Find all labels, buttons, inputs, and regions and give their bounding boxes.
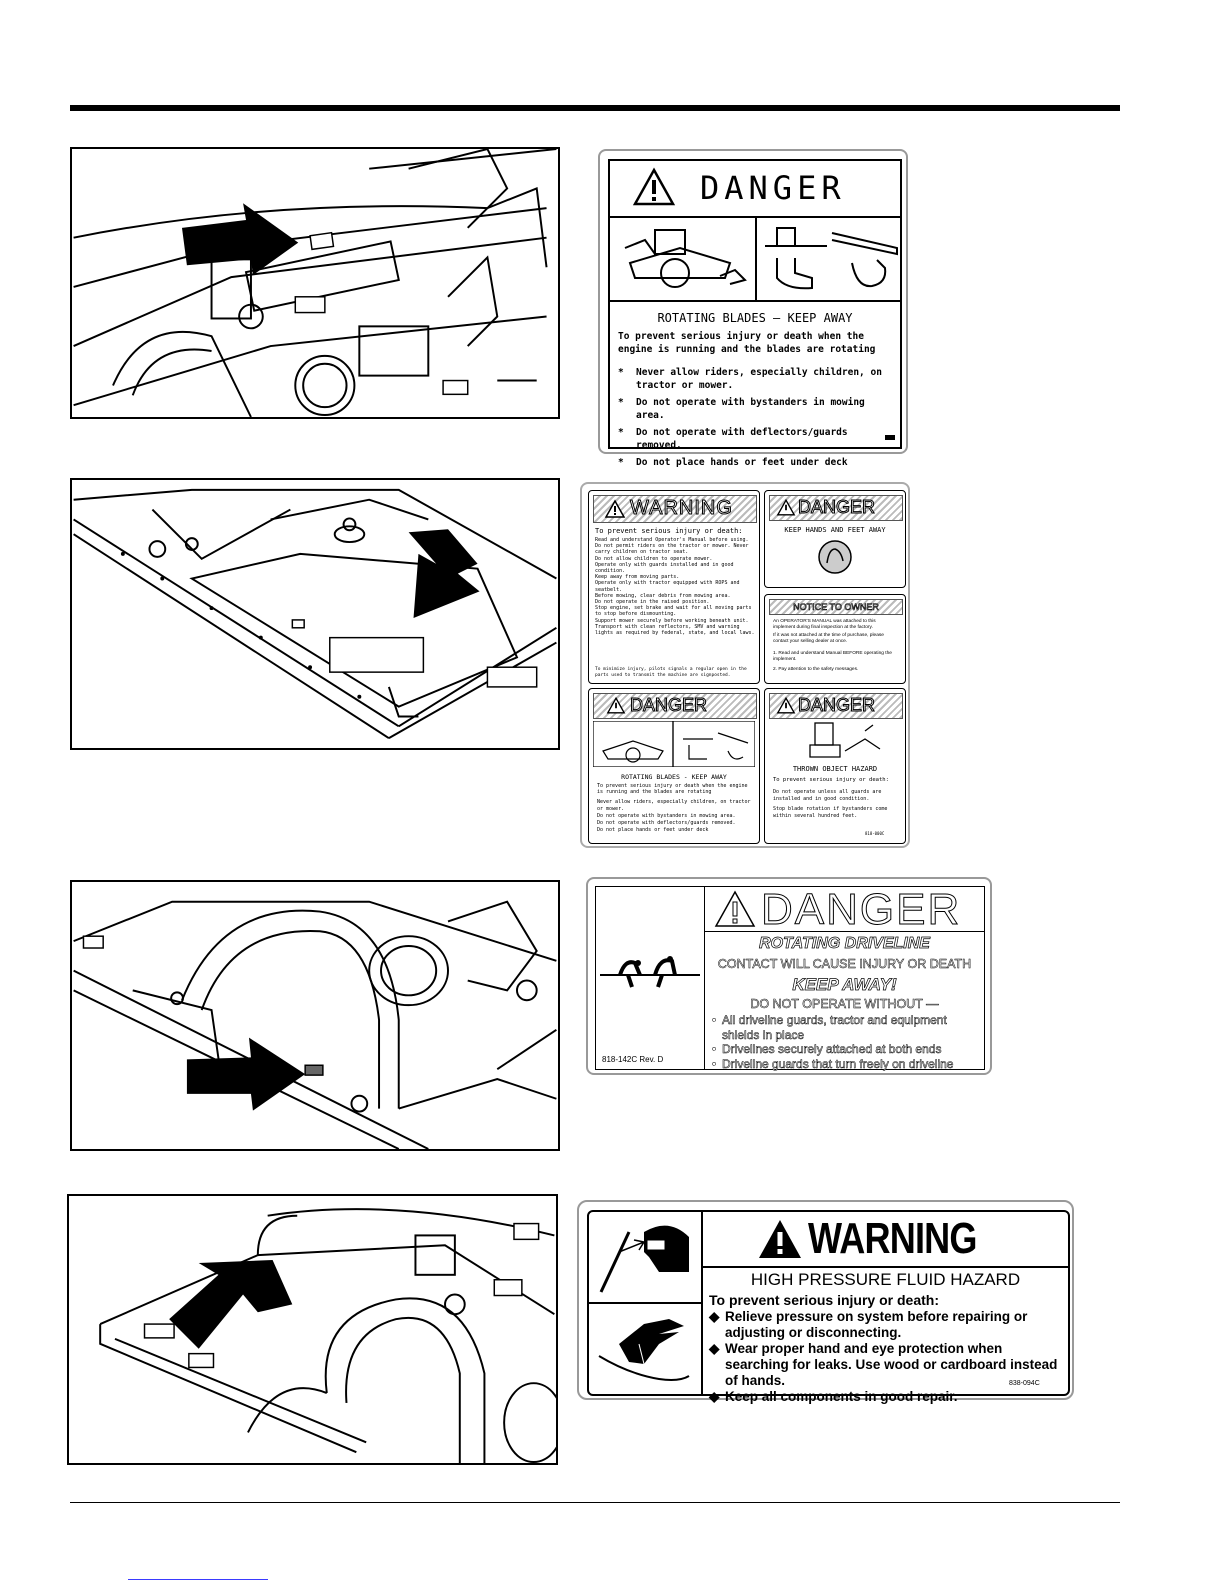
warning-triangle-icon <box>713 889 757 929</box>
warning-bullet: Operate only with tractor equipped with ROPS and seatbelt. <box>595 580 740 593</box>
eye-protection-pictogram <box>589 1212 703 1304</box>
danger-header <box>769 495 903 521</box>
decal-title: DANGER <box>761 885 962 934</box>
driveline-bullet: • All driveline guards, tractor and equipment shields in place <box>712 1013 947 1042</box>
keep-hands-text: KEEP HANDS AND FEET AWAY <box>784 526 886 534</box>
warning-triangle-icon <box>606 696 626 715</box>
decal-bullet: * Do not operate with deflectors/guards removed. <box>618 427 848 451</box>
warning-bullet: Do not permit riders on the tractor or mower. Never carry children on tractor seat. <box>595 543 749 556</box>
notice-item: 1. Read and understand Manual BEFORE operating the implement. <box>773 651 892 662</box>
danger-blades-intro: To prevent serious injury or death when the engine is running and the blades are rotating <box>597 783 748 795</box>
mower-illustration-4 <box>67 1194 558 1465</box>
decal-bullet: * Do not operate with bystanders in mowing area. <box>618 397 865 421</box>
decal-intro: To prevent serious injury or death when the engine is running and the blades are rotating <box>618 331 876 355</box>
danger-blades-bullets <box>597 799 753 834</box>
header-rule <box>70 105 1120 111</box>
danger-rotating-blades-panel <box>588 688 760 844</box>
footer-rule <box>70 1502 1120 1503</box>
decal-inner-border <box>595 886 985 1070</box>
danger-thrown-object-panel <box>764 688 906 844</box>
danger-thrown-subtitle: THROWN OBJECT HAZARD <box>792 765 878 773</box>
location-arrow-3 <box>187 1038 305 1111</box>
decal-header <box>610 161 900 218</box>
entanglement-pictogram <box>600 953 700 993</box>
decal-header <box>703 1212 1068 1268</box>
warning-triangle-icon <box>604 499 626 519</box>
warning-bullet-list <box>595 537 755 636</box>
danger-blades-bullet: Never allow riders, especially children, on tractor or mower. <box>597 799 751 812</box>
mower-drawing-2 <box>72 480 558 748</box>
danger-decal-rotating-blades <box>598 149 908 468</box>
notice-header <box>769 599 903 615</box>
mower-drawing-3 <box>72 882 558 1149</box>
danger-thrown-bullet: Do not operate unless all guards are installed and in good condition. <box>773 789 882 802</box>
danger-blades-subtitle: ROTATING BLADES - KEEP AWAY <box>621 773 727 781</box>
driveline-bullet: • Drivelines securely attached at both ends <box>712 1042 942 1056</box>
danger-keep-hands-panel <box>764 490 906 588</box>
warning-header <box>593 495 757 523</box>
warning-bullet: Do not operate in the raised position. <box>595 599 710 606</box>
decal-title: DANGER <box>700 169 846 207</box>
warning-decal-high-pressure-fluid <box>577 1200 1074 1404</box>
danger-thrown-intro: To prevent serious injury or death: <box>773 777 889 783</box>
hand-injection-pictogram <box>589 1304 703 1394</box>
mower-drawing-4 <box>69 1196 556 1463</box>
decal-subtitle: HIGH PRESSURE FLUID HAZARD <box>750 1270 1021 1289</box>
danger-title: DANGER <box>798 497 876 517</box>
warning-triangle-icon <box>757 1218 803 1260</box>
warning-triangle-icon <box>632 167 676 207</box>
contact-warning: CONTACT WILL CAUSE INJURY OR DEATH <box>717 957 972 971</box>
warning-bullet: Operate only with guards installed and in good condition. <box>595 561 734 575</box>
danger-title: DANGER <box>630 695 708 715</box>
warning-bullet: Stop engine, set brake and wait for all moving parts to stop before dismounting. <box>595 605 752 618</box>
thrown-object-pictogram <box>785 721 885 761</box>
warning-panel <box>588 490 760 684</box>
do-not-operate: DO NOT OPERATE WITHOUT — <box>750 997 939 1011</box>
decal-title: WARNING <box>807 1214 977 1263</box>
driveline-pictogram-panel <box>596 887 705 1069</box>
no-hands-icon <box>817 539 853 575</box>
danger-blades-bullet: Do not place hands or feet under deck <box>597 827 709 833</box>
decal-intro: To prevent serious injury or death: <box>709 1292 940 1308</box>
warning-title: WARNING <box>630 497 733 519</box>
driveline-bullets <box>712 1013 976 1071</box>
warning-bullet: Before mowing, clear debris from mowing area. <box>595 592 731 599</box>
notice-item: 2. Pay attention to the safety messages. <box>773 667 859 672</box>
danger-blades-bullet: Do not operate with deflectors/guards removed. <box>597 820 736 826</box>
warning-intro: To prevent serious injury or death: <box>595 527 743 535</box>
notice-text-2: If it was not attached at the time of purchase, please contact your selling dealer at once. <box>773 633 884 644</box>
notice-to-owner-panel <box>764 594 906 684</box>
danger-decal-rotating-driveline <box>586 877 992 1075</box>
location-arrow-2 <box>409 529 480 618</box>
notice-text-1: An OPERATOR'S MANUAL was attached to this implement during final inspection at the factory. <box>773 619 876 630</box>
warning-note: To minimize injury, pilots signals a regular open in the parts used to transmit the machine are signposted. <box>595 667 747 678</box>
rider-hazard-pictogram <box>610 218 757 302</box>
warning-bullet: Support mower securely before working beneath unit. <box>595 617 749 624</box>
footer-link-underline[interactable] <box>128 1579 268 1580</box>
warning-bullet: Do not allow children to operate mower. <box>595 555 713 562</box>
decal-inner-border <box>587 1210 1070 1404</box>
keep-away-heading: KEEP AWAY! <box>792 975 897 994</box>
warning-bullet: Transport with clean reflectors, SMV and warning lights as required by federal, state, and local laws. <box>595 623 755 637</box>
warning-bullet: Keep away from moving parts. <box>595 574 680 581</box>
composite-safety-decal <box>580 482 910 848</box>
foot-hand-pictogram <box>757 218 900 302</box>
decal-bullet-list <box>618 366 896 469</box>
driveline-heading: ROTATING DRIVELINE <box>759 935 930 952</box>
danger-header <box>593 693 757 719</box>
danger-header <box>769 693 903 719</box>
decal-bullet: ◆ Keep all components in good repair. <box>709 1389 958 1404</box>
driveline-bullet: • Driveline guards that turn freely on driveline <box>712 1056 954 1071</box>
decal-inner-border <box>608 159 902 468</box>
mower-drawing-1 <box>72 149 558 417</box>
decal-bullet: * Do not place hands or feet under deck <box>618 457 848 468</box>
warning-bullet: Read and understand Operator's Manual before using. <box>595 537 749 543</box>
decal-bullet-list <box>709 1309 1064 1405</box>
mower-illustration-1 <box>70 147 560 419</box>
part-number-mark <box>885 435 895 440</box>
mower-illustration-2 <box>70 478 560 750</box>
decal-header <box>705 887 984 932</box>
warning-title-row <box>703 1214 1068 1264</box>
decal-bullet: * Never allow riders, especially children, on tractor or mower. <box>618 367 882 391</box>
location-arrow-4 <box>169 1260 292 1349</box>
notice-title: NOTICE TO OWNER <box>793 602 879 612</box>
decal-bullet: ◆ Wear proper hand and eye protection when searching for leaks. Use wood or cardboard instead of hands. <box>709 1341 1058 1388</box>
decal-part-number: 818-142C Rev. D <box>602 1055 664 1064</box>
rotating-blades-pictogram <box>593 721 755 767</box>
decal-subtitle: ROTATING BLADES — KEEP AWAY <box>657 311 853 325</box>
decal-part-number: 818-000C <box>865 831 885 836</box>
mower-illustration-3 <box>70 880 560 1151</box>
danger-blades-bullet: Do not operate with bystanders in mowing area. <box>597 813 736 819</box>
danger-title: DANGER <box>798 695 876 715</box>
warning-triangle-icon <box>776 696 796 715</box>
danger-thrown-bullet: Stop blade rotation if bystanders come within several hundred feet. <box>773 806 888 819</box>
decal-bullet: ◆ Relieve pressure on system before repairing or adjusting or disconnecting. <box>709 1309 1028 1340</box>
danger-thrown-bullets <box>773 789 901 819</box>
warning-triangle-icon <box>776 498 796 517</box>
decal-part-number: 838-094C <box>1009 1380 1040 1387</box>
